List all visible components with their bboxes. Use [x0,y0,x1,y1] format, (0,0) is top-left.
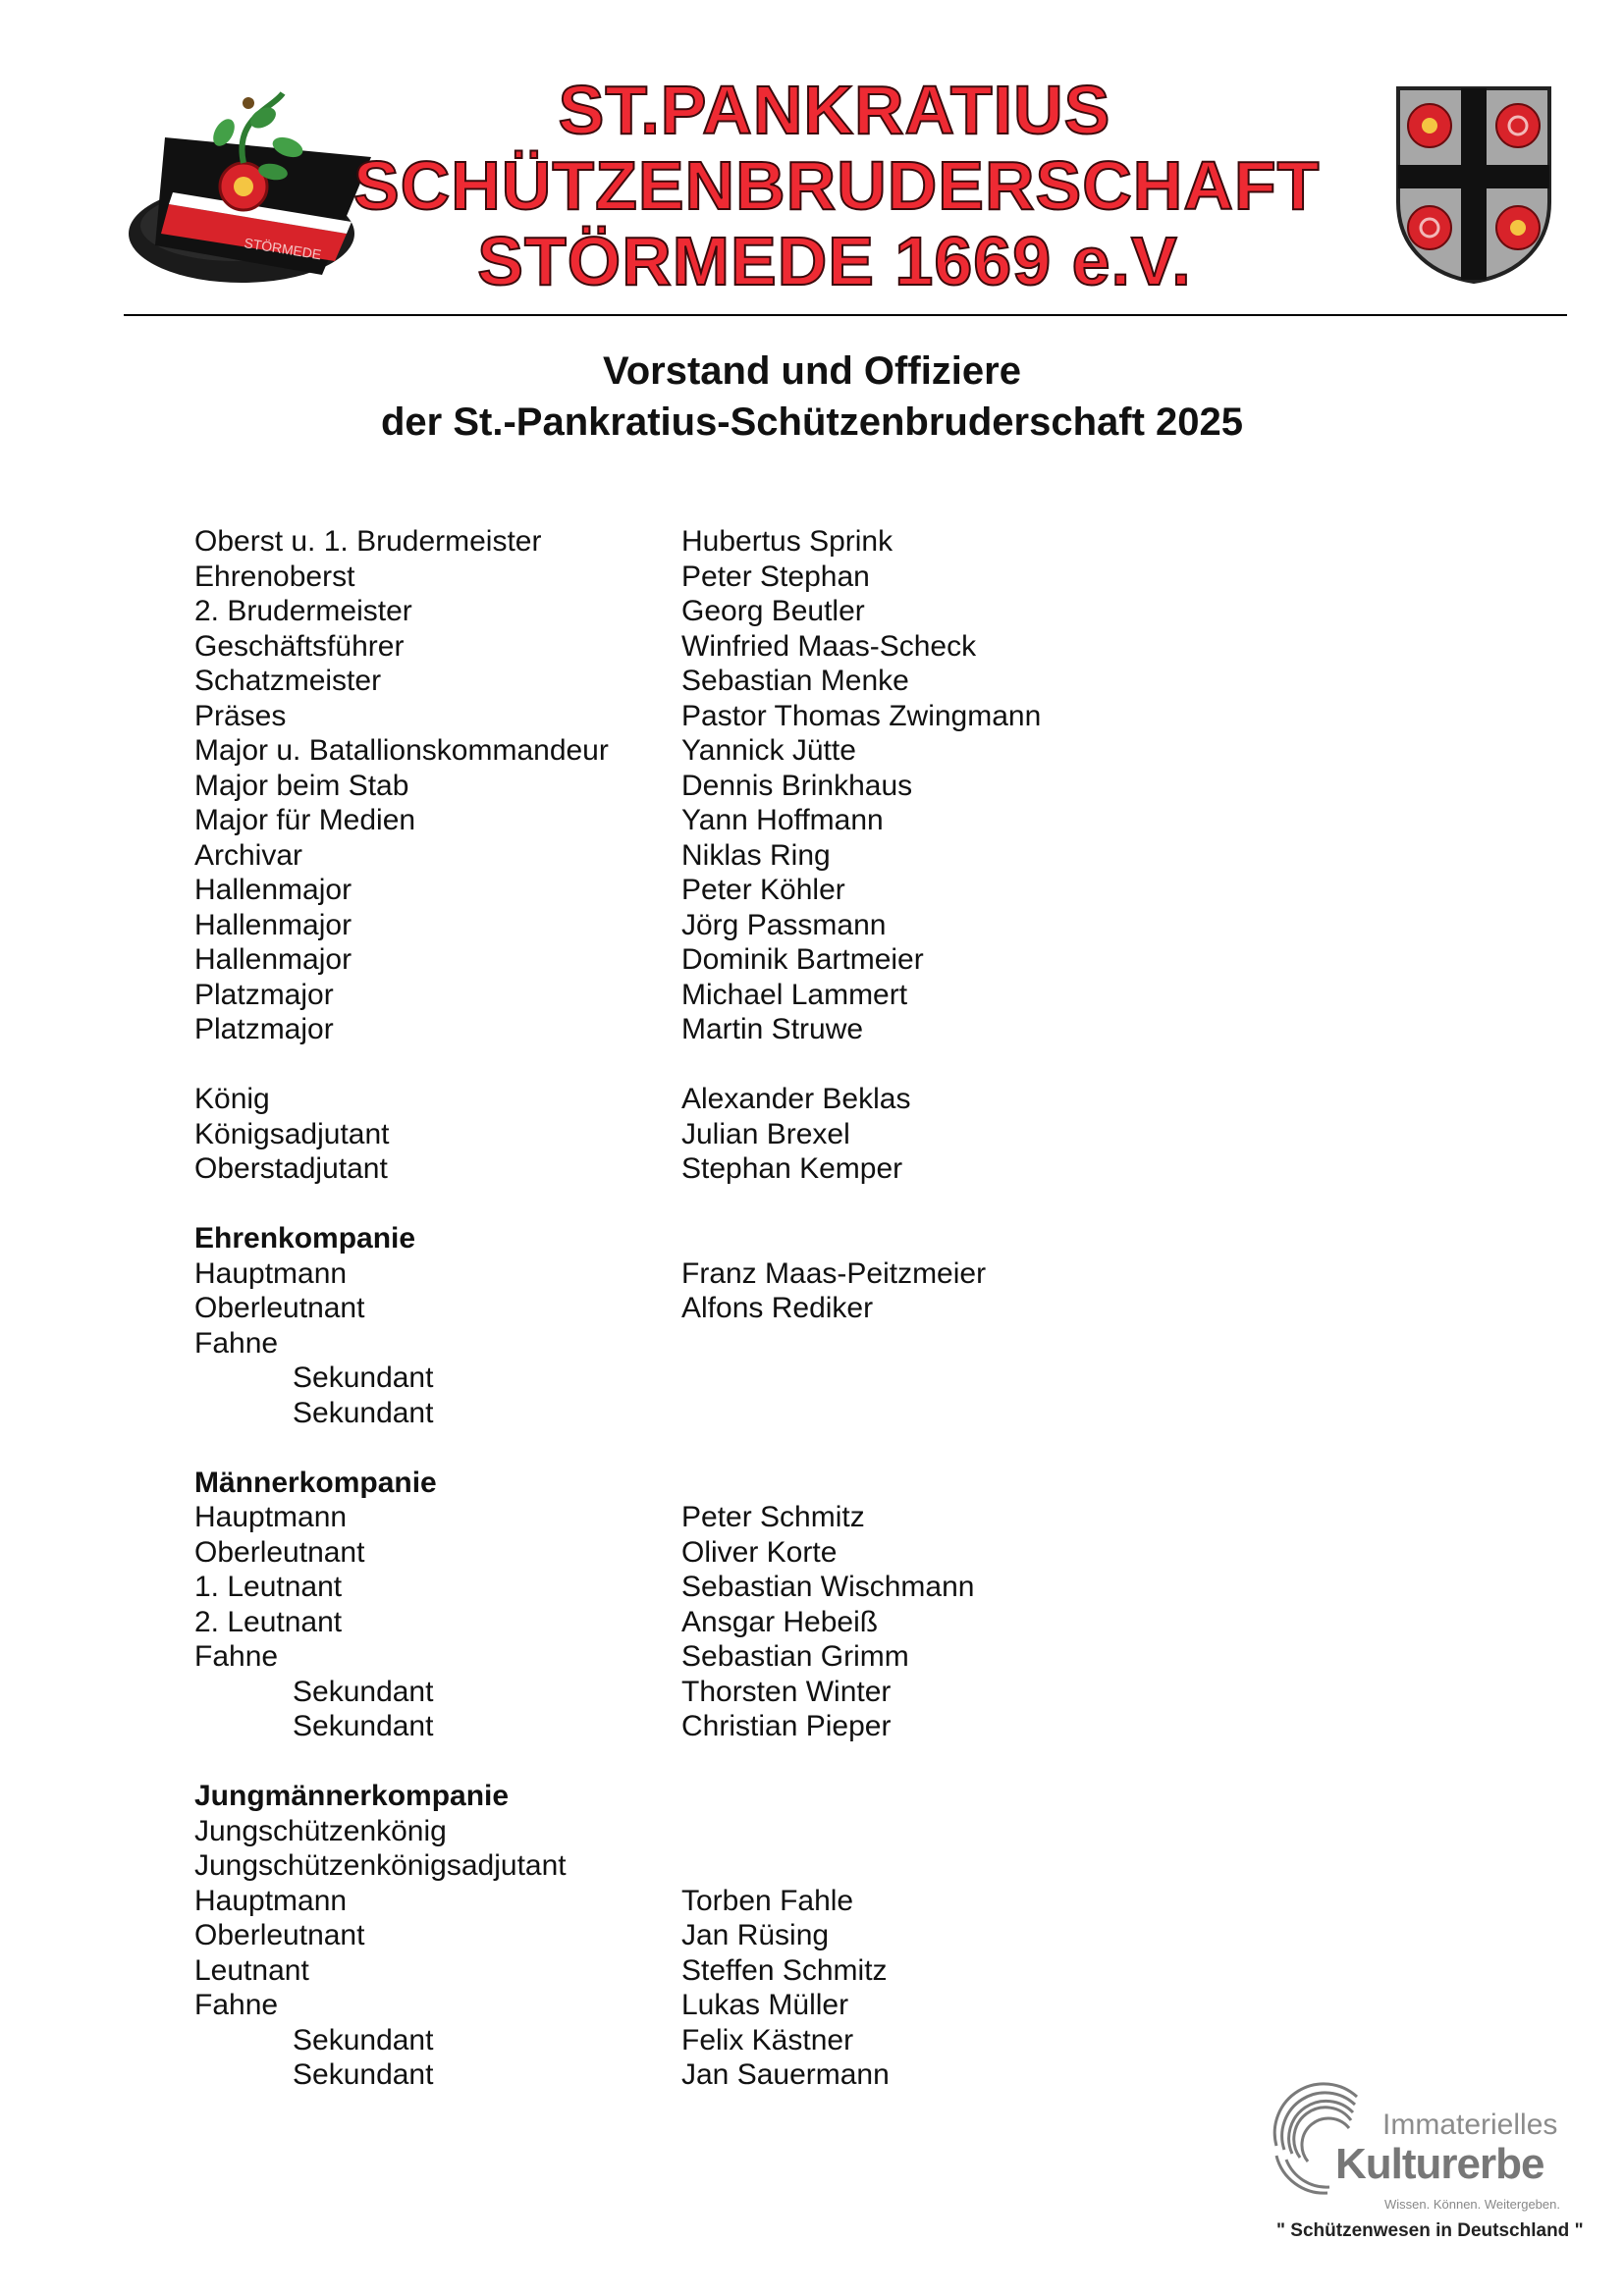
person-name: Torben Fahle [681,1884,854,1917]
role-label: Präses [194,699,287,732]
roster-row [194,1291,1274,1326]
roster-row [194,1675,1274,1710]
person-name: Dennis Brinkhaus [681,769,913,802]
header-divider [124,314,1567,316]
roster-row [194,560,1274,595]
role-label: 2. Leutnant [194,1605,343,1638]
role-label: Leutnant [194,1953,309,1987]
person-name: Martin Struwe [681,1013,864,1045]
section-heading [194,1466,1274,1501]
role-label: Sekundant [293,1675,434,1708]
person-name: Christian Pieper [681,1710,892,1742]
roster-row [194,664,1274,699]
title-line-2: der St.-Pankratius-Schützenbruderschaft 2025 [380,400,1244,444]
person-name: Yannick Jütte [681,734,856,767]
ehrenkompanie-heading: Ehrenkompanie [194,1222,416,1255]
org-name-line-2: SCHÜTZENBRUDERSCHAFT [353,147,1321,224]
person-name: Sebastian Menke [681,665,909,697]
roster-row [194,1500,1274,1535]
role-label: Major für Medien [194,804,416,836]
role-label: Oberleutnant [194,1919,365,1951]
person-name: Stephan Kemper [681,1152,903,1185]
role-label: Hauptmann [194,1501,348,1533]
person-name: Lukas Müller [681,1989,849,2021]
heritage-line-1: Immaterielles [1382,2109,1558,2141]
role-label: Sekundant [293,2058,434,2091]
roster-row [194,2057,1274,2093]
role-label: 1. Leutnant [194,1571,343,1603]
person-name: Georg Beutler [681,595,865,627]
roster-row [194,1814,1274,1849]
maennerkompanie-heading: Männerkompanie [194,1466,437,1499]
document-title [0,346,1624,448]
roster-row [194,1535,1274,1571]
person-name: Alexander Beklas [681,1083,911,1115]
person-name: Sebastian Wischmann [681,1571,975,1603]
roster-row [194,1151,1274,1187]
role-label: Major u. Batallionskommandeur [194,734,609,767]
intangible-heritage-logo [1267,2071,1584,2248]
roster-row [194,1953,1274,1989]
person-name: Jörg Passmann [681,908,887,941]
person-name: Peter Köhler [681,874,845,906]
role-label: Schatzmeister [194,665,382,697]
role-label: Königsadjutant [194,1117,390,1150]
section-spacer [194,1187,1274,1222]
org-name-line-3: STÖRMEDE 1669 e.V. [477,223,1192,299]
hat-band-text: STÖRMEDE [243,235,323,263]
person-name: Alfons Rediker [681,1292,874,1324]
roster-row [194,1361,1274,1396]
roster-row [194,1848,1274,1884]
section-spacer [194,1047,1274,1083]
title-line-1: Vorstand und Offiziere [603,349,1021,393]
roster-row [194,769,1274,804]
role-label: Sekundant [293,1362,434,1394]
person-name: Jan Rüsing [681,1919,830,1951]
person-name: Dominik Bartmeier [681,943,924,976]
roster-row [194,1117,1274,1152]
role-label: Oberleutnant [194,1292,365,1324]
roster-row [194,1396,1274,1431]
heritage-tagline: Wissen. Können. Weitergeben. [1384,2197,1560,2212]
role-label: Sekundant [293,1396,434,1429]
roster-row [194,908,1274,943]
roster-row [194,1918,1274,1953]
person-name: Thorsten Winter [681,1675,892,1708]
roster-row [194,1605,1274,1640]
role-label: Archivar [194,838,303,872]
roster-row [194,1082,1274,1117]
heritage-line-2: Kulturerbe [1335,2140,1544,2188]
role-label: Oberleutnant [194,1535,365,1569]
person-name: Julian Brexel [681,1117,850,1150]
person-name: Jan Sauermann [681,2058,890,2091]
roster-row [194,873,1274,908]
roster-row [194,2023,1274,2058]
roster-row [194,1256,1274,1292]
role-label: Hallenmajor [194,874,352,906]
section-heading [194,1779,1274,1814]
roster-row [194,1012,1274,1047]
role-label: Hallenmajor [194,908,352,941]
roster-row [194,1639,1274,1675]
person-name: Yann Hoffmann [681,804,884,836]
role-label: Geschäftsführer [194,629,405,663]
roster-row [194,838,1274,874]
role-label: Fahne [194,1989,279,2021]
role-label: 2. Brudermeister [194,595,412,627]
role-label: Oberstadjutant [194,1152,388,1185]
role-label: Major beim Stab [194,769,409,802]
role-label: Hallenmajor [194,943,352,976]
letterhead [0,0,1624,324]
section-spacer [194,1744,1274,1780]
person-name: Peter Stephan [681,560,870,593]
heritage-caption: " Schützenwesen in Deutschland " [1276,2220,1584,2241]
roster-row [194,524,1274,560]
roster-row [194,803,1274,838]
org-name-line-1: ST.PANKRATIUS [558,72,1111,148]
role-label: Jungschützenkönigsadjutant [194,1849,567,1882]
role-label: Platzmajor [194,978,334,1011]
person-name: Hubertus Sprink [681,525,893,558]
person-name: Michael Lammert [681,978,908,1011]
role-label: Hauptmann [194,1884,348,1917]
role-label: Jungschützenkönig [194,1814,447,1847]
roster-row [194,1570,1274,1605]
role-label: König [194,1083,270,1115]
organization-name [353,72,1321,299]
roster-row [194,942,1274,978]
roster-row [194,699,1274,734]
role-label: Fahne [194,1326,279,1360]
section-heading [194,1221,1274,1256]
roster-row [194,594,1274,629]
roster-row [194,1988,1274,2023]
officer-roster [194,524,1274,2093]
jungmaennerkompanie-heading: Jungmännerkompanie [194,1780,510,1812]
person-name: Oliver Korte [681,1535,838,1569]
role-label: Oberst u. 1. Brudermeister [194,525,542,558]
person-name: Franz Maas-Peitzmeier [681,1256,987,1290]
role-label: Hauptmann [194,1256,348,1290]
role-label: Sekundant [293,1710,434,1742]
person-name: Pastor Thomas Zwingmann [681,699,1042,732]
coat-of-arms-icon [1394,84,1553,286]
section-spacer [194,1430,1274,1466]
person-name: Steffen Schmitz [681,1953,888,1987]
role-label: Sekundant [293,2023,434,2056]
roster-row [194,1709,1274,1744]
roster-row [194,1326,1274,1362]
roster-row [194,1884,1274,1919]
person-name: Winfried Maas-Scheck [681,629,977,663]
role-label: Platzmajor [194,1013,334,1045]
person-name: Sebastian Grimm [681,1640,909,1673]
person-name: Niklas Ring [681,838,831,872]
roster-row [194,629,1274,665]
roster-row [194,978,1274,1013]
person-name: Peter Schmitz [681,1501,865,1533]
top-hat-logo-icon [126,79,381,294]
roster-row [194,733,1274,769]
person-name: Felix Kästner [681,2023,854,2056]
role-label: Fahne [194,1640,279,1673]
person-name: Ansgar Hebeiß [681,1605,879,1638]
role-label: Ehrenoberst [194,560,355,593]
